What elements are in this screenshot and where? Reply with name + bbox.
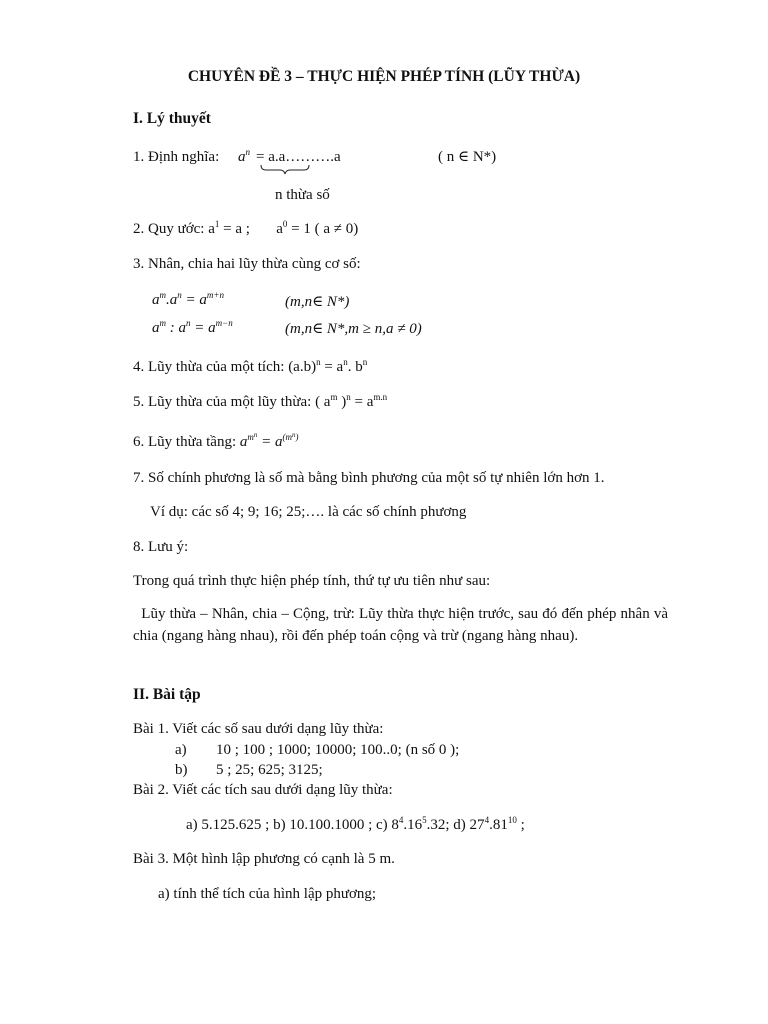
exercise-1b-marker: b) [175,762,188,778]
exercise-2-text: Bài 2. Viết các tích sau dưới dạng lũy thừa: [133,782,393,798]
rule-6-line: 6. Lũy thừa tầng: $a^{m^n} = a^{(m^n)}$ [133,431,299,450]
underbrace-icon [260,164,310,176]
exercise-1a-text: 10 ; 100 ; 1000; 10000; 100..0; (n số 0 ); [216,742,460,758]
definition-expansion: = a.a……….a [256,149,341,165]
exercise-1a-marker: a) [175,742,187,758]
definition-condition: ( n ∈ N*) [438,149,497,165]
rule-7-text: 7. Số chính phương là số mà bằng bình phương của một số tự nhiên lớn hơn 1. [133,470,605,486]
formula-multiplication: $a^m.a^n = a^{m+n}$ [152,290,224,308]
document-title: CHUYÊN ĐỀ 3 – THỰC HIỆN PHÉP TÍNH (LŨY THỪA) [187,68,581,85]
formula-division: $a^m$ : $a^n = a^{m-n}$ [152,318,233,336]
exercise-3-text: Bài 3. Một hình lập phương có cạnh là 5 m. [133,851,395,867]
rule-8-intro: Trong quá trình thực hiện phép tính, thứ tự ưu tiên như sau: [133,573,491,589]
exercise-1b-text: 5 ; 25; 625; 3125; [216,762,323,778]
formula-multiplication-condition: (m,n∈ N*) [285,294,350,310]
section-theory-heading: I. Lý thuyết [133,110,211,127]
definition-formula: $a^n$ [238,147,250,165]
rule-4-line: 4. Lũy thừa của một tích: $(a.b)^n = a^n$. $b^n$ [133,357,368,375]
exercise-2-items: a) 5.125.625 ; b) 10.100.1000 ; c) $8^4.16^5.32$; d) $27^4.81^{10}$ ; [186,815,525,833]
rule-8-heading: 8. Lưu ý: [133,539,189,555]
rule-7-example: Ví dụ: các số 4; 9; 16; 25;…. là các số chính phương [150,504,467,520]
definition-note: n thừa số [275,187,330,203]
exercise-1-text: Bài 1. Viết các số sau dưới dạng lũy thừa: [133,721,384,737]
rule-5-line: 5. Lũy thừa của một lũy thừa: ( $a^m$ )$^n = a^{m.n}$ [133,392,388,410]
rule-8-body: Lũy thừa – Nhân, chia – Cộng, trừ: Lũy thừa thực hiện trước, sau đó đến phép nhân và chia (ngang hàng nhau), rồi đến phép toán cộng và trừ (ngang hàng nhau). [133,606,668,644]
convention-line: 2. Quy ước: $a^1 = a$ ; $a^0 = 1$ ( a ≠ 0) [133,219,359,237]
exercise-3a-text: a) tính thể tích của hình lập phương; [158,886,377,902]
section-exercises-heading: II. Bài tập [133,686,201,703]
definition-label: 1. Định nghĩa: [133,149,220,165]
rule-3-text: 3. Nhân, chia hai lũy thừa cùng cơ số: [133,256,361,272]
formula-division-condition: (m,n∈ N*,m ≥ n,a ≠ 0) [285,321,422,337]
